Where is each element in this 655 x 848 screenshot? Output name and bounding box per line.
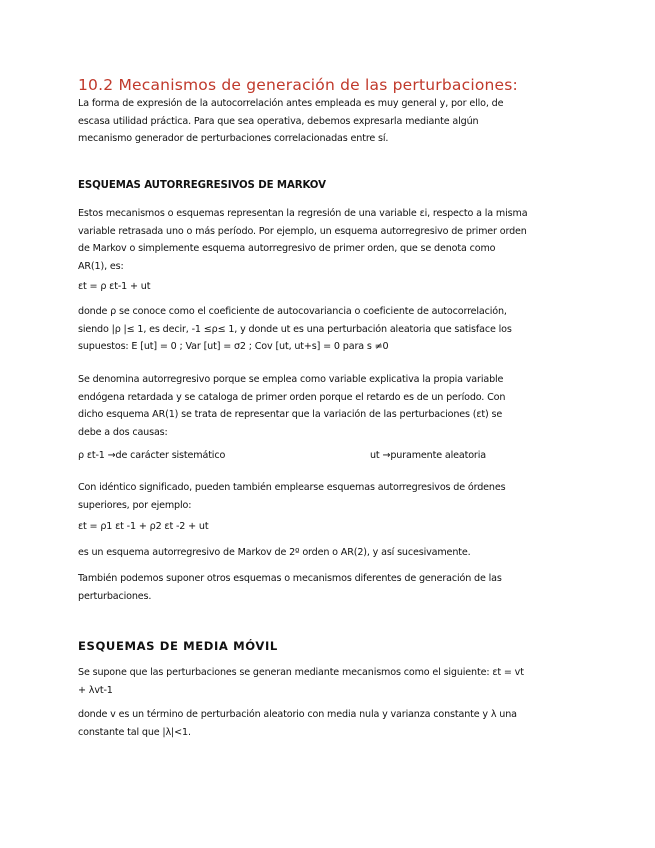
markov-paragraph-3 bbox=[78, 371, 583, 441]
text-line: donde v es un término de perturbación aleatorio con media nula y varianza constante y λ una bbox=[78, 709, 517, 720]
markov-heading: ESQUEMAS AUTORREGRESIVOS DE MARKOV bbox=[78, 180, 326, 191]
section-title: 10.2 Mecanismos de generación de las perturbaciones: bbox=[78, 76, 518, 94]
markov-paragraph-5: es un esquema autorregresivo de Markov de 2º orden o AR(2), y así sucesivamente. bbox=[78, 547, 471, 558]
ar1-formula: εt = ρ εt-1 + ut bbox=[78, 281, 151, 292]
text-line: superiores, por ejemplo: bbox=[78, 499, 192, 511]
text-line: perturbaciones. bbox=[78, 590, 152, 602]
text-line: dicho esquema AR(1) se trata de representar que la variación de las perturbaciones (εt) se bbox=[78, 409, 503, 420]
text-line: AR(1), es: bbox=[78, 260, 124, 272]
media-movil-paragraph-2 bbox=[78, 706, 583, 741]
media-movil-paragraph-1 bbox=[78, 664, 583, 699]
text-line: Con idéntico significado, pueden también emplearse esquemas autorregresivos de órdenes bbox=[78, 482, 506, 493]
text-line: endógena retardada y se cataloga de primer orden porque el retardo es de un período. Con bbox=[78, 391, 506, 403]
markov-paragraph-1 bbox=[78, 205, 583, 275]
markov-paragraph-6 bbox=[78, 570, 583, 605]
systematic-cause: ρ εt-1 →de carácter sistemático bbox=[78, 450, 226, 461]
intro-line: escasa utilidad práctica. Para que sea operativa, debemos expresarla mediante algún bbox=[78, 115, 479, 127]
intro-paragraph bbox=[78, 95, 583, 148]
intro-line: mecanismo generador de perturbaciones correlacionadas entre sí. bbox=[78, 133, 389, 144]
text-line: supuestos: E [ut] = 0 ; Var [ut] = σ2 ; Cov [ut, ut+s] = 0 para s ≠0 bbox=[78, 341, 389, 352]
text-line: + λvt-1 bbox=[78, 684, 113, 696]
media-movil-heading: ESQUEMAS DE MEDIA MÓVIL bbox=[78, 639, 278, 653]
text-line: Se denomina autorregresivo porque se emplea como variable explicativa la propia variable bbox=[78, 374, 504, 385]
text-line: donde ρ se conoce como el coeficiente de autocovariancia o coeficiente de autocorrelación, bbox=[78, 306, 507, 317]
text-line: debe a dos causas: bbox=[78, 426, 168, 438]
text-line: siendo |ρ |≤ 1, es decir, -1 ≤ρ≤ 1, y donde ut es una perturbación aleatoria que satisface los bbox=[78, 323, 512, 335]
text-line: Se supone que las perturbaciones se generan mediante mecanismos como el siguiente: εt = vt bbox=[78, 667, 524, 678]
ar2-formula: εt = ρ1 εt -1 + ρ2 εt -2 + ut bbox=[78, 521, 209, 532]
text-line: También podemos suponer otros esquemas o mecanismos diferentes de generación de las bbox=[78, 573, 502, 584]
random-cause: ut →puramente aleatoria bbox=[370, 450, 486, 461]
markov-paragraph-2 bbox=[78, 303, 583, 356]
text-line: Estos mecanismos o esquemas representan la regresión de una variable εi, respecto a la misma bbox=[78, 208, 528, 219]
text-line: variable retrasada uno o más período. Por ejemplo, un esquema autorregresivo de primer orden bbox=[78, 225, 527, 237]
text-line: constante tal que |λ|<1. bbox=[78, 726, 191, 738]
intro-line: La forma de expresión de la autocorrelación antes empleada es muy general y, por ello, de bbox=[78, 98, 504, 109]
text-line: de Markov o simplemente esquema autorregresivo de primer orden, que se denota como bbox=[78, 243, 496, 254]
markov-paragraph-4 bbox=[78, 479, 583, 514]
